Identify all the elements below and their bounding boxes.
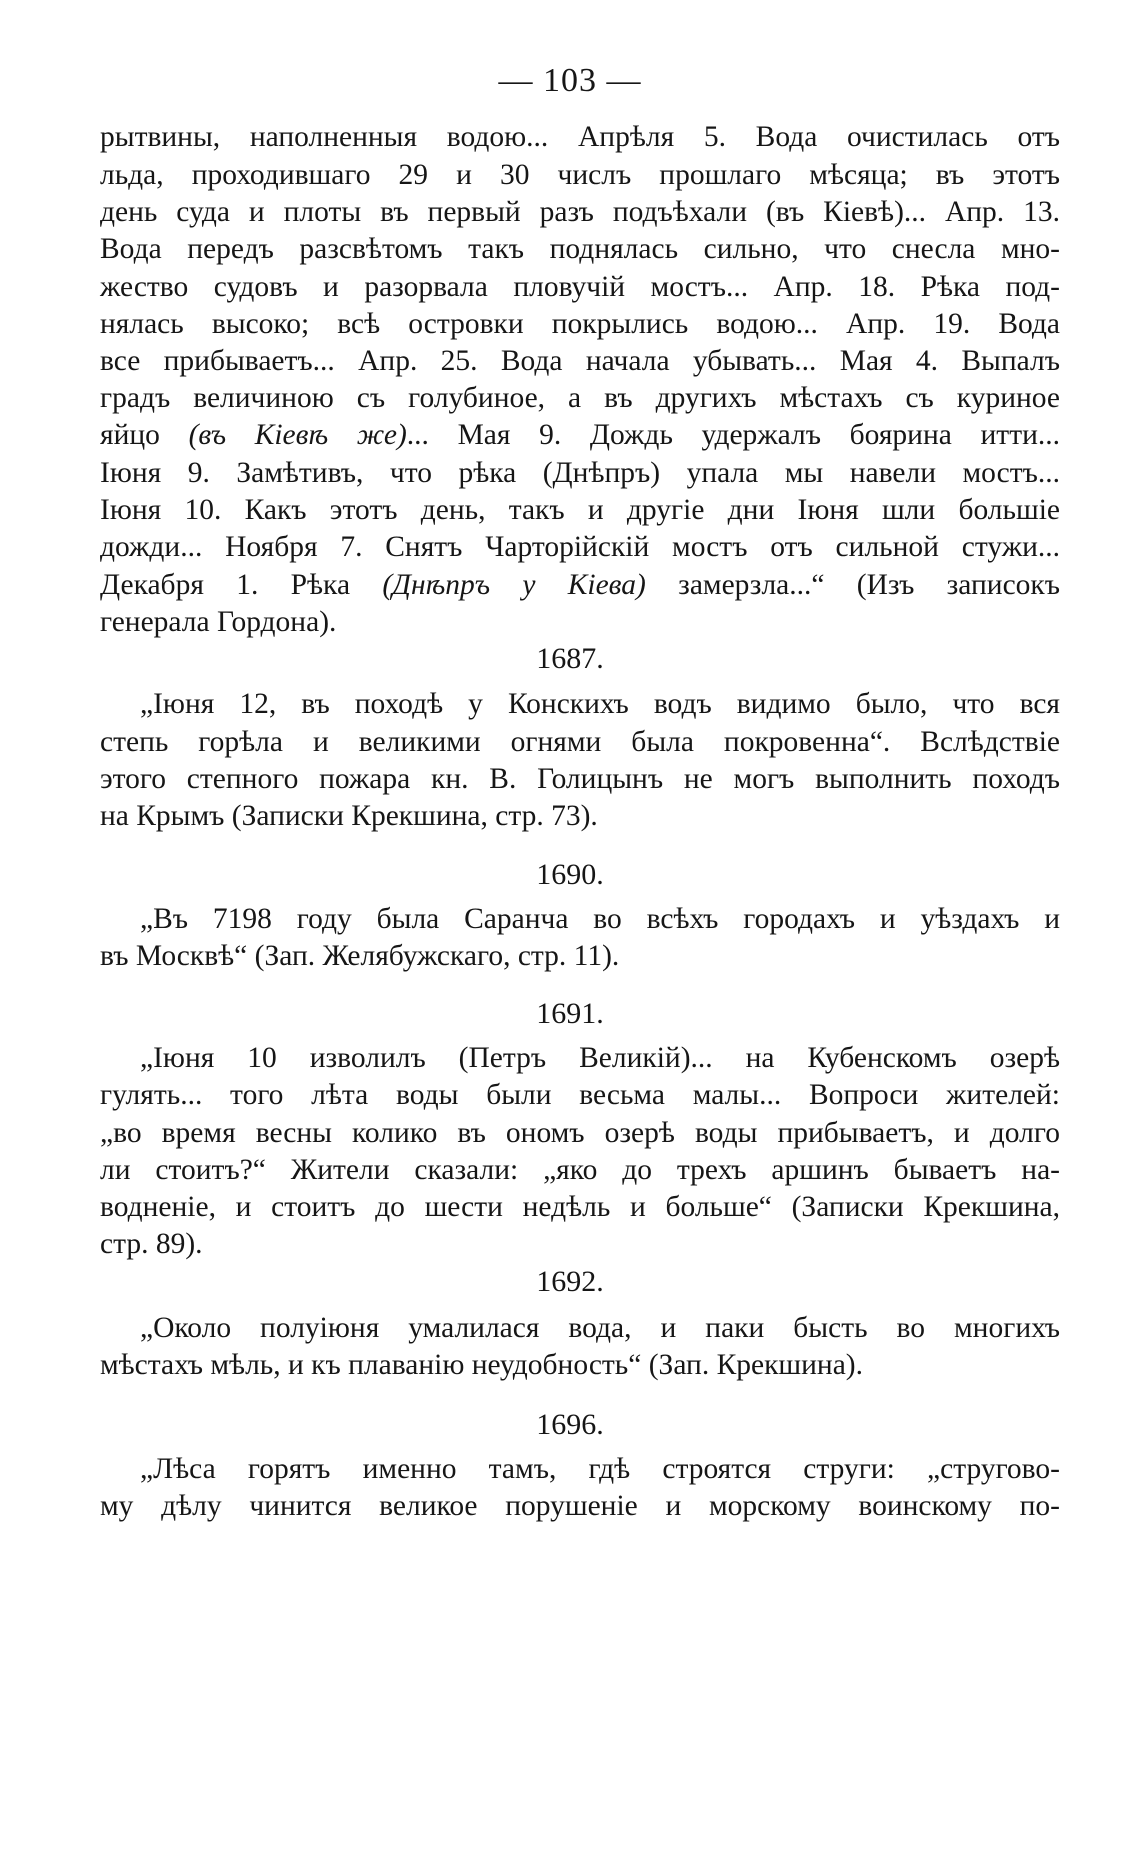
- text-line: день суда и плоты въ первый разъ подъѣхали (въ Кіевѣ)... Апр. 13.: [100, 196, 1060, 228]
- text-line: „во время весны колико въ ономъ озерѣ воды прибываетъ, и долго: [100, 1117, 1060, 1149]
- text-line: „Лѣса горятъ именно тамъ, гдѣ строятся струги: „стругово-: [140, 1453, 1060, 1485]
- text-line: Іюня 10. Какъ этотъ день, такъ и другіе дни Іюня шли большіе: [100, 494, 1060, 526]
- text-line: гулять... того лѣта воды были весьма малы... Вопроси жителей:: [100, 1079, 1060, 1111]
- text-line: все прибываетъ... Апр. 25. Вода начала убывать... Мая 4. Выпалъ: [100, 345, 1060, 377]
- text-line: рытвины, наполненныя водою... Апрѣля 5. Вода очистилась отъ: [100, 121, 1060, 153]
- page-number: — 103 —: [498, 62, 642, 99]
- text-line: градъ величиною съ голубиное, а въ другихъ мѣстахъ съ куриное: [100, 382, 1060, 414]
- text-line: „Около полуіюня умалилася вода, и паки бысть во многихъ: [140, 1312, 1060, 1344]
- text-line: Іюня 9. Замѣтивъ, что рѣка (Днѣпръ) упала мы навели мостъ...: [100, 457, 1060, 489]
- text-line: ли стоитъ?“ Жители сказали: „яко до трехъ аршинъ бываетъ на-: [100, 1154, 1060, 1186]
- year-heading-1687: 1687.: [536, 642, 604, 675]
- year-heading-1691: 1691.: [536, 997, 604, 1030]
- text-line: въ Москвѣ“ (Зап. Желябужскаго, стр. 11).: [100, 940, 620, 972]
- text-line: му дѣлу чинится великое порушеніе и морскому воинскому по-: [100, 1490, 1060, 1522]
- text-line: степь горѣла и великими огнями была покровенна“. Вслѣдствіе: [100, 726, 1060, 758]
- text-line: стр. 89).: [100, 1228, 203, 1260]
- italic-note: (Днѣпръ у Кіева): [382, 569, 646, 601]
- text-line: этого степного пожара кн. В. Голицынъ не могъ выполнить походъ: [100, 763, 1060, 795]
- year-heading-1690: 1690.: [536, 858, 604, 891]
- text-line: дожди... Ноября 7. Снятъ Чарторійскій мостъ отъ сильной стужи...: [100, 531, 1060, 563]
- text-line: водненіе, и стоитъ до шести недѣль и больше“ (Записки Крекшина,: [100, 1191, 1060, 1223]
- text-line: мѣстахъ мѣль, и къ плаванію неудобность“ (Зап. Крекшина).: [100, 1349, 864, 1381]
- text-line: нялась высоко; всѣ островки покрылись водою... Апр. 19. Вода: [100, 308, 1060, 340]
- text-line: на Крымъ (Записки Крекшина, стр. 73).: [100, 800, 598, 832]
- year-heading-1692: 1692.: [536, 1265, 604, 1298]
- year-heading-1696: 1696.: [536, 1408, 604, 1441]
- text-line: Декабря 1. Рѣка (Днѣпръ у Кіева) замерзла...“ (Изъ записокъ: [100, 569, 1060, 601]
- text-line: льда, проходившаго 29 и 30 числъ прошлаго мѣсяца; въ этотъ: [100, 159, 1060, 191]
- text-line: яйцо (въ Кіевѣ же)... Мая 9. Дождь удержалъ боярина итти...: [100, 419, 1060, 451]
- text-line: генерала Гордона).: [100, 606, 337, 638]
- text-line: „Въ 7198 году была Саранча во всѣхъ городахъ и уѣздахъ и: [140, 903, 1060, 935]
- text-line: „Іюня 12, въ походѣ у Конскихъ водъ видимо было, что вся: [140, 688, 1060, 720]
- text-line: „Іюня 10 изволилъ (Петръ Великій)... на Кубенскомъ озерѣ: [140, 1042, 1060, 1074]
- italic-note: (въ Кіевѣ же): [188, 419, 407, 451]
- text-line: жество судовъ и разорвала пловучій мостъ... Апр. 18. Рѣка под-: [100, 271, 1060, 303]
- text-line: Вода передъ разсвѣтомъ такъ поднялась сильно, что снесла мно-: [100, 233, 1060, 265]
